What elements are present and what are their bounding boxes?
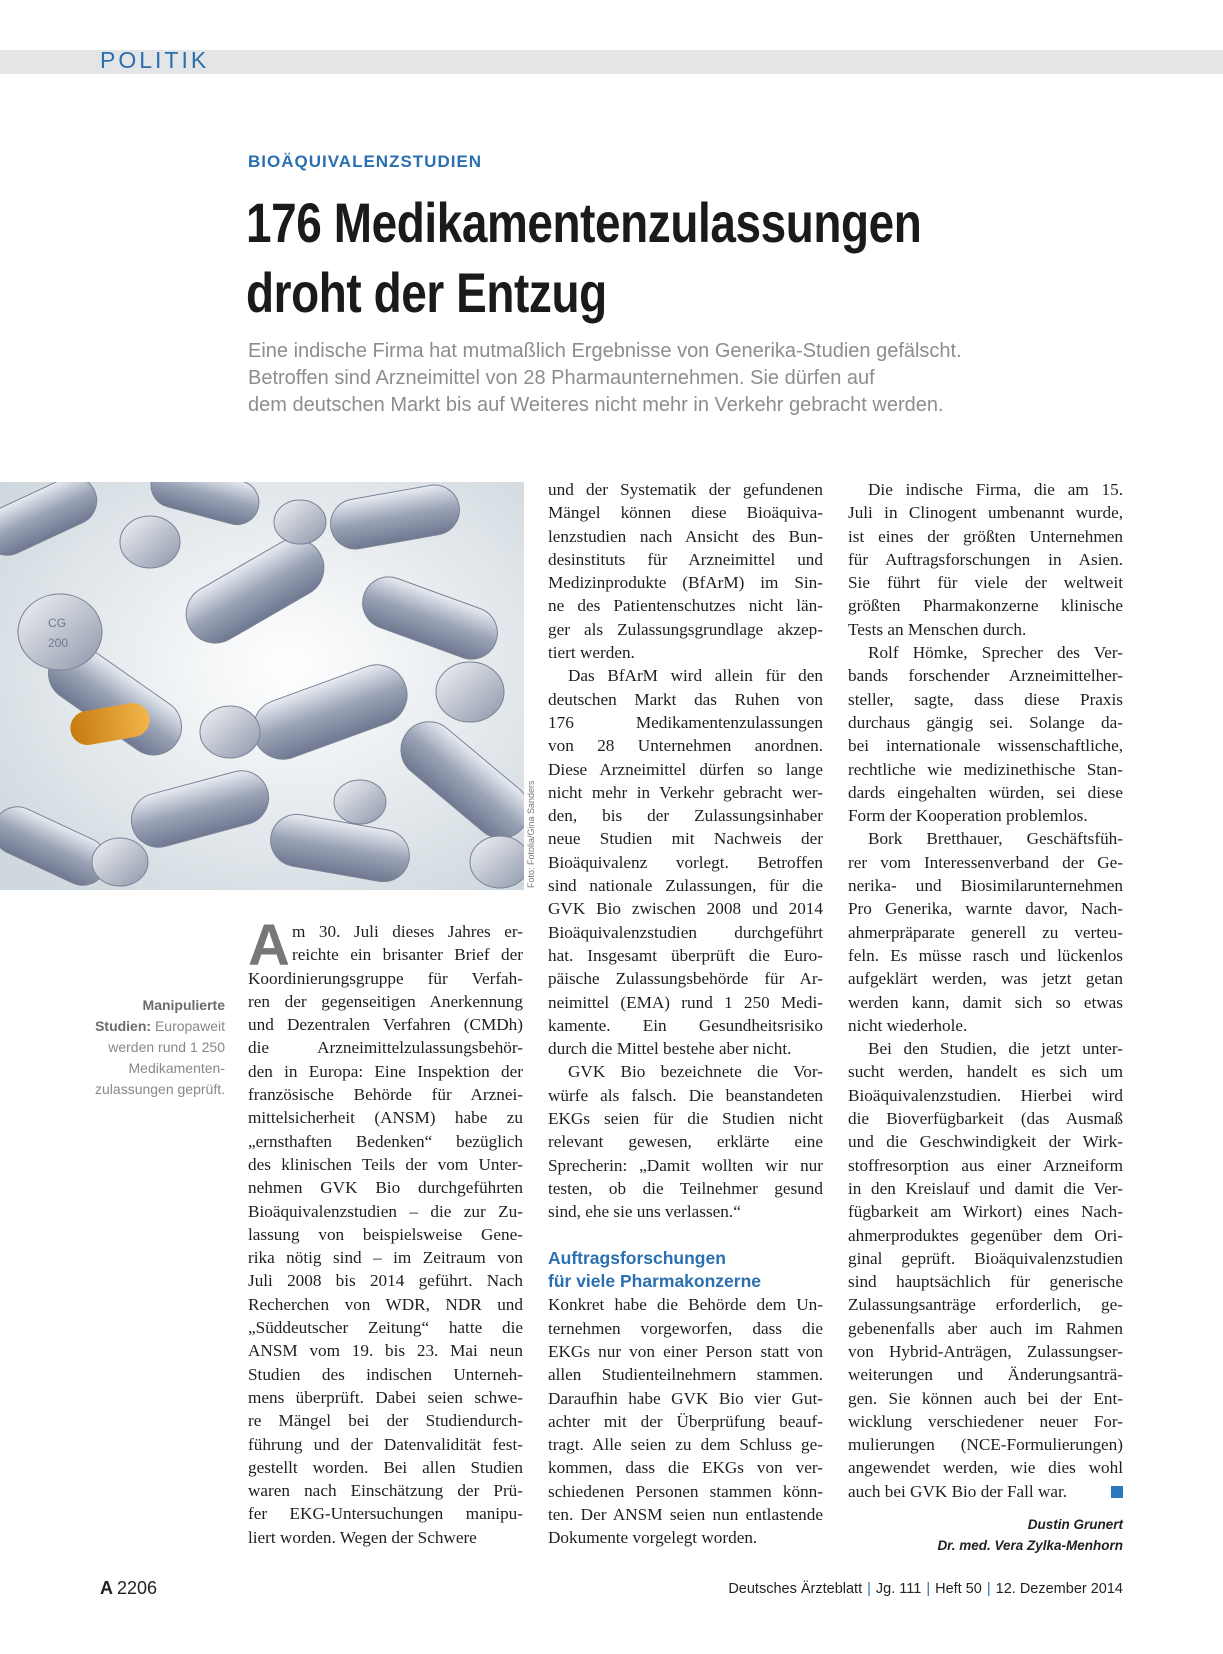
text-line: Koordinierungsgruppe für Verfah- — [248, 968, 523, 988]
text-line: reichte ein brisanter Brief der — [292, 945, 523, 965]
text-line: „ernsthaften Bedenken“ bezüglich — [248, 1131, 523, 1151]
pills-illustration — [0, 482, 524, 890]
text-line: ist eines der größten Unternehmen — [848, 526, 1123, 546]
text-line: GVK Bio zwischen 2008 und 2014 — [548, 899, 823, 919]
text-line: Konkret habe die Behörde dem Un- — [548, 1295, 823, 1315]
lead-paragraph — [248, 338, 1128, 419]
text-line: weiterungen und Änderungsanträ- — [848, 1365, 1123, 1385]
text-line: schiedenen Personen stammen könn- — [548, 1481, 823, 1501]
lead-line: Betroffen sind Arzneimittel von 28 Pharmaunternehmen. Sie dürfen auf — [248, 367, 875, 389]
text-line: relevant gewesen, erklärte eine — [548, 1132, 823, 1152]
text-line: ginal geprüft. Bioäquivalenzstudien — [848, 1248, 1123, 1268]
caption-bold: Studien: — [95, 1018, 152, 1034]
page-number — [100, 1578, 157, 1599]
text-line: nerika- und Biosimilarunternehmen — [848, 876, 1123, 896]
text-line: nehmen GVK Bio durchgeführten — [248, 1178, 523, 1198]
footer-citation: Deutsches Ärzteblatt | Jg. 111 | Heft 50 | 12. Dezember 2014 — [728, 1581, 1123, 1597]
text-line: allen Studienteilnehmern stammen. — [548, 1365, 823, 1385]
text-line: sind hauptsächlich für generische — [848, 1272, 1123, 1292]
text-line: kamente. Ein Gesundheitsrisiko — [548, 1015, 823, 1035]
text-line: mens überprüft. Dabei seien schwe- — [248, 1387, 523, 1407]
text-line: fügbarkeit am Wirkort) eines Nach- — [848, 1202, 1123, 1222]
text-line: mulierungen (NCE-Formulierungen) — [848, 1435, 1123, 1455]
text-line: die Arzneimittelzulassungsbehör- — [248, 1038, 523, 1058]
text-line: durchaus gängig sei. Solange da- — [848, 712, 1123, 732]
text-line: achter mit der Überprüfung beauf- — [548, 1411, 823, 1431]
text-line: Dokumente vorgelegt worden. — [548, 1528, 758, 1548]
text-line: würfe als falsch. Die beanstandeten — [548, 1085, 823, 1105]
text-line: liert worden. Wegen der Schwere — [248, 1527, 477, 1547]
text-line: Juli in Clinogent umbenannt wurde, — [848, 503, 1123, 523]
text-line: päische Zulassungsbehörde für Ar- — [548, 969, 823, 989]
footer-issue: Heft 50 — [935, 1581, 982, 1597]
text-line: und die Geschwindigkeit der Wirk- — [848, 1132, 1123, 1152]
text-line: werden kann, damit sich so etwas — [848, 992, 1123, 1012]
lead-line: dem deutschen Markt bis auf Weiteres nicht mehr in Verkehr gebracht werden. — [248, 394, 944, 416]
page-digits: 2206 — [117, 1578, 158, 1598]
text-line: desinstituts für Arzneimittel und — [548, 549, 823, 569]
end-mark-icon — [1111, 1486, 1123, 1498]
text-line: größten Pharmakonzerne klinische — [848, 596, 1123, 616]
text-line: Tests an Menschen durch. — [848, 619, 1027, 639]
text-line: bei internationale wissenschaftliche, — [848, 736, 1123, 756]
text-line: Die indische Firma, die am 15. — [868, 480, 1123, 499]
footer-journal: Deutsches Ärzteblatt — [728, 1581, 863, 1597]
text-line: Zulassungsanträge erforderlich, ge- — [848, 1295, 1123, 1315]
text-line: gestellt worden. Bei allen Studien — [248, 1457, 523, 1477]
text-line: Pro Generika, warnte davor, Nach- — [848, 899, 1123, 919]
photo-caption — [60, 995, 225, 1100]
text-line: auch bei GVK Bio der Fall war. — [848, 1480, 1123, 1503]
text-line: ahmerproduktes gegenüber dem Ori- — [848, 1225, 1123, 1245]
headline-line: 176 Medikamentenzulassungen — [246, 191, 922, 254]
text-line: 176 Medikamentenzulassungen — [548, 712, 823, 732]
text-line: nicht wiederhole. — [848, 1015, 968, 1035]
footer-volume: Jg. 111 — [875, 1581, 922, 1597]
text-line: sind nationale Zulassungen, für die — [548, 876, 823, 896]
text-line: wicklung verschiedener neuer For- — [848, 1411, 1123, 1431]
text-line: Medizinprodukte (BfArM) im Sin- — [548, 573, 823, 593]
author-name: Dustin Grunert — [1027, 1517, 1123, 1532]
text-line: nicht mehr in Verkehr gebracht wer- — [548, 782, 823, 802]
article-column-3 — [848, 478, 1123, 1503]
text-line: Recherchen von WDR, NDR und — [248, 1294, 523, 1314]
text-line: aufgeklärt werden, was jetzt getan — [848, 969, 1123, 989]
text-line: gen. Sie können auch bei der Ent- — [848, 1388, 1123, 1408]
text-line: führung und der Datenvalidität fest- — [248, 1434, 523, 1454]
caption-line: zulassungen geprüft. — [95, 1081, 225, 1097]
caption-bold: Manipulierte — [142, 997, 225, 1013]
text-line: Sprecherin: „Damit wollten wir nur — [548, 1155, 823, 1175]
headline — [246, 188, 984, 328]
text-line: Mängel können diese Bioäquiva- — [548, 503, 823, 523]
pill-mark: 200 — [48, 636, 69, 650]
article-column-2 — [548, 478, 823, 1550]
text-line: Daraufhin habe GVK Bio vier Gut- — [548, 1388, 823, 1408]
text-line: Juli 2008 bis 2014 geführt. Nach — [248, 1271, 523, 1291]
text-line: ne des Patientenschutzes nicht län- — [548, 596, 823, 616]
text-line: Bei den Studien, die jetzt unter- — [868, 1039, 1123, 1059]
text-line: von Hybrid-Anträgen, Zulassungser- — [848, 1341, 1123, 1361]
text-line: sucht werden, handelt es sich um — [848, 1062, 1123, 1082]
text-line: Diese Arzneimittel dürfen so lange — [548, 759, 823, 779]
article-column-1 — [248, 913, 523, 1549]
text-line: testen, ob die Teilnehmer gesund — [548, 1178, 823, 1198]
pills-photo — [0, 482, 524, 890]
text-line: von 28 Unternehmen anordnen. — [548, 736, 823, 756]
text-line: dards eingehalten würden, sei diese — [848, 782, 1123, 802]
text-line: mittelsicherheit (ANSM) habe zu — [248, 1108, 523, 1128]
text-line: lenzstudien nach Ansicht des Bun- — [548, 526, 823, 546]
text-line: ahmerpräparate generell zu verteu- — [848, 922, 1123, 942]
text-line: ANSM vom 19. bis 23. Mai neun — [248, 1341, 523, 1361]
text-line: ger als Zulassungsgrundlage akzep- — [548, 619, 823, 639]
author-name: Dr. med. Vera Zylka-Menhorn — [937, 1538, 1123, 1553]
headline-line: droht der Entzug — [246, 261, 607, 324]
text-line: deutschen Markt das Ruhen von — [548, 689, 823, 709]
subheading — [548, 1247, 823, 1294]
text-line: und Dezentralen Verfahren (CMDh) — [248, 1015, 523, 1035]
text-line: bands forschender Arzneimittelher- — [848, 666, 1123, 686]
caption-line: werden rund 1 250 — [108, 1039, 225, 1055]
text-line: rechtliche wie medizinethische Stan- — [848, 759, 1123, 779]
text-line: kommen, dass die EKGs von ver- — [548, 1458, 823, 1478]
text-line: ten. Der ANSM seien nun entlastende — [548, 1505, 823, 1525]
text-line: ren der gegenseitigen Anerkennung — [248, 991, 523, 1011]
text-line: re Mängel bei der Studiendurch- — [248, 1411, 523, 1431]
caption-text: Europaweit — [151, 1018, 225, 1034]
text-line: fer EKG-Untersuchungen manipu- — [248, 1504, 523, 1524]
text-line: rika nötig sind – im Zeitraum von — [248, 1248, 523, 1268]
text-line: sind, ehe sie uns verlassen.“ — [548, 1202, 741, 1222]
text-line: für Auftragsforschungen in Asien. — [848, 549, 1123, 569]
photo-credit: Foto: Fotolia/Gina Sanders — [526, 780, 536, 888]
text-line: „Süddeutscher Zeitung“ hatte die — [248, 1318, 523, 1338]
text-line: Form der Kooperation problemlos. — [848, 806, 1088, 826]
text-line: waren nach Einschätzung der Prü- — [248, 1481, 523, 1501]
text-line: neimittel (EMA) rund 1 250 Medi- — [548, 992, 823, 1012]
text-line: des klinischen Teils der vom Unter- — [248, 1154, 523, 1174]
text-line: angewendet werden, wie dies wohl — [848, 1458, 1123, 1478]
lead-line: Eine indische Firma hat mutmaßlich Ergebnisse von Generika-Studien gefälscht. — [248, 340, 962, 362]
text-line: Bioäquivalenzstudien – die zur Zu- — [248, 1201, 523, 1221]
text-line: in den Kreislauf und damit die Ver- — [848, 1178, 1123, 1198]
footer-date: 12. Dezember 2014 — [995, 1581, 1123, 1597]
text-line: französische Behörde für Arznei- — [248, 1085, 523, 1105]
text-line: Sie führt für viele der weltweit — [848, 573, 1123, 593]
text-line: stoffresorption aus einer Arzneiform — [848, 1155, 1123, 1175]
text-line: Studien des indischen Unterneh- — [248, 1364, 523, 1384]
text-line: Bioäquivalenzstudien. Hierbei wird — [848, 1085, 1123, 1105]
text-line: rer vom Interessenverband der Ge- — [848, 852, 1123, 872]
text-line: hat. Insgesamt überprüft die Euro- — [548, 945, 823, 965]
caption-line: Medikamenten- — [128, 1060, 225, 1076]
pill-mark: CG — [48, 616, 66, 630]
text-line: durch die Mittel bestehe aber nicht. — [548, 1039, 792, 1059]
text-line: und der Systematik der gefundenen — [548, 480, 823, 499]
text-line: ternehmen vorgeworfen, dass die — [548, 1318, 823, 1338]
section-label: POLITIK — [100, 47, 210, 73]
text-line: steller, sagte, dass diese Praxis — [848, 689, 1123, 709]
text-line: EKGs seien für die Studien nicht — [548, 1109, 823, 1129]
drop-cap: A — [248, 913, 290, 978]
text-line: Bioäquivalenzstudien durchgeführt — [548, 922, 823, 942]
authors — [848, 1514, 1123, 1556]
text-line: feln. Es müsse rasch und lückenlos — [848, 945, 1123, 965]
text-line: EKGs nur von einer Person statt von — [548, 1341, 823, 1361]
text-line: m 30. Juli dieses Jahres er- — [292, 922, 523, 941]
text-line: den, bis der Zulassungsinhaber — [548, 806, 823, 826]
text-line: Bioäquivalenz vorlegt. Betroffen — [548, 852, 823, 872]
text-line: lassung von beispielsweise Gene- — [248, 1224, 523, 1244]
kicker: BIOÄQUIVALENZSTUDIEN — [248, 152, 483, 171]
text-line: neue Studien mit Nachweis der — [548, 829, 823, 849]
subheading-line: Auftragsforschungen — [548, 1247, 726, 1268]
text-line: Bork Bretthauer, Geschäftsfüh- — [868, 829, 1123, 849]
text-line: gebenenfalls aber auch im Rahmen — [848, 1318, 1123, 1338]
text-line: Das BfArM wird allein für den — [568, 666, 823, 686]
subheading-line: für viele Pharmakonzerne — [548, 1271, 761, 1292]
text-line: den in Europa: Eine Inspektion der — [248, 1061, 523, 1081]
text-line: die Bioverfügbarkeit (das Ausmaß — [848, 1109, 1123, 1129]
text-line: GVK Bio bezeichnete die Vor- — [568, 1062, 823, 1082]
text-line: tragt. Alle seien zu dem Schluss ge- — [548, 1435, 823, 1455]
text-line: tiert werden. — [548, 643, 635, 663]
text-line: Rolf Hömke, Sprecher des Ver- — [868, 643, 1123, 663]
page-letter: A — [100, 1578, 113, 1598]
